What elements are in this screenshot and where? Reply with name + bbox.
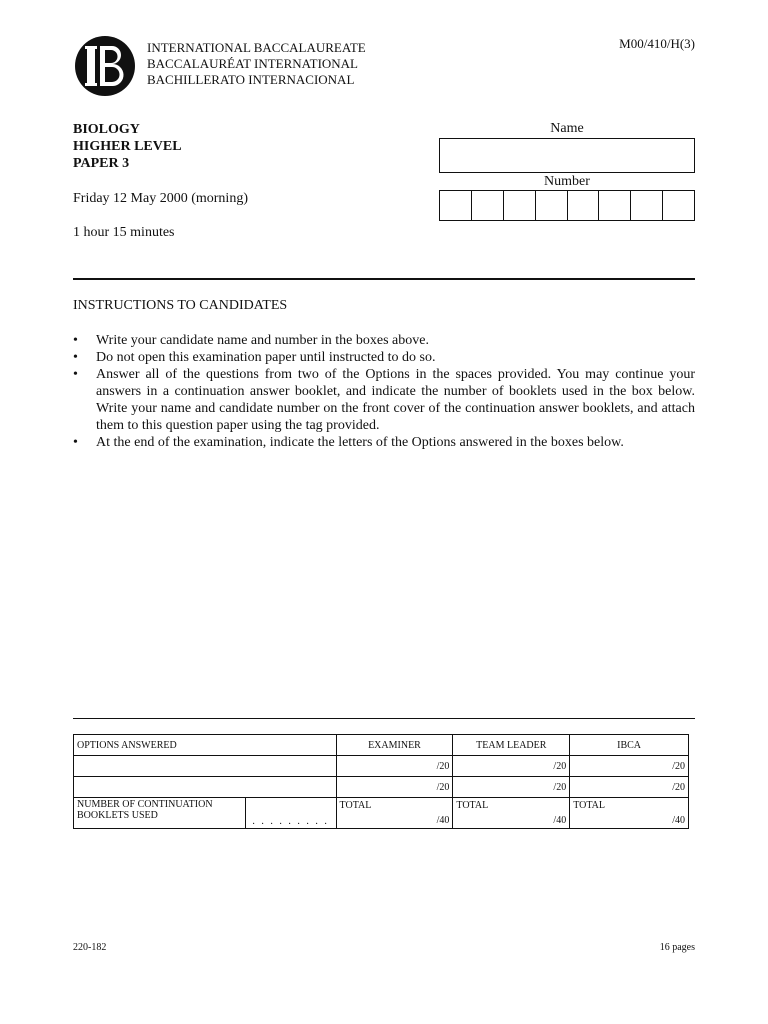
option-letter-field[interactable] [74,756,337,777]
document-code: 220-182 [73,942,107,953]
org-name-en: INTERNATIONAL BACCALAUREATE [147,40,366,55]
divider [73,718,695,719]
team-leader-mark[interactable]: /20 [453,777,570,798]
table-row [74,735,689,756]
team-leader-mark[interactable]: /20 [453,756,570,777]
ibca-header: IBCA [570,735,689,756]
number-label: Number [544,174,590,189]
table-row [74,798,689,829]
total-value: /40 [436,815,450,826]
instruction-item: • At the end of the examination, indicate the letters of the Options answered in the boxes below. [73,435,624,450]
ibca-mark[interactable]: /20 [570,756,689,777]
ib-logo [74,35,136,97]
exam-duration: 1 hour 15 minutes [73,225,175,240]
examiner-mark[interactable]: /20 [336,756,453,777]
exam-date: Friday 12 May 2000 (morning) [73,191,248,206]
organisation-names [147,40,366,88]
org-name-fr: BACCALAURÉAT INTERNATIONAL [147,56,359,71]
candidate-number-field[interactable] [439,190,695,221]
subject-paper: PAPER 3 [73,156,130,171]
instruction-item: • Write your candidate name and number in the boxes above. [73,333,429,348]
options-answered-header: OPTIONS ANSWERED [74,735,337,756]
total-label: TOTAL [573,800,605,811]
subject-title: BIOLOGY [73,122,140,137]
number-digit-box[interactable] [662,190,695,221]
bullet: • [73,435,78,450]
number-digit-box[interactable] [598,190,631,221]
team-leader-header: TEAM LEADER [453,735,570,756]
org-name-es: BACHILLERATO INTERNACIONAL [147,72,355,87]
candidate-name-field[interactable] [439,138,695,173]
ibca-mark[interactable]: /20 [570,777,689,798]
bullet: • [73,350,78,365]
total-label: TOTAL [339,800,372,811]
table-row [74,756,689,777]
table-row [74,777,689,798]
paper-code: M00/410/H(3) [619,36,695,51]
number-digit-box[interactable] [535,190,568,221]
continuation-booklets-label: NUMBER OF CONTINUATION BOOKLETS USED [74,798,246,829]
instructions-list [73,332,695,451]
continuation-booklets-field[interactable]: . . . . . . . . . [245,798,336,829]
team-leader-total[interactable] [453,798,570,829]
number-digit-box[interactable] [471,190,504,221]
instructions-title: INSTRUCTIONS TO CANDIDATES [73,298,288,313]
bullet: • [73,333,78,348]
option-letter-field[interactable] [74,777,337,798]
subject-level: HIGHER LEVEL [73,139,182,154]
name-label: Name [550,121,584,136]
subject-block [73,121,182,172]
examiner-mark[interactable]: /20 [336,777,453,798]
bullet: • [73,367,78,382]
divider [73,278,695,280]
number-digit-box[interactable] [567,190,600,221]
total-value: /40 [672,815,685,826]
ibca-total[interactable] [570,798,689,829]
total-value: /40 [553,815,567,826]
instruction-item: • Do not open this examination paper until instructed to do so. [73,350,436,365]
examiner-total[interactable] [336,798,453,829]
number-digit-box[interactable] [630,190,663,221]
marks-table [73,734,689,829]
number-digit-box[interactable] [503,190,536,221]
total-label: TOTAL [456,800,489,811]
examiner-header: EXAMINER [336,735,453,756]
instruction-item: • Answer all of the questions from two of the Options in the spaces provided. You may continue your answers in a continuation answer booklet, and indicate the number of booklets used in the box below. Write your name and candidate number on the front cover of the continuation answer booklets, and attach them to this question paper using the tag provided. [73,367,695,433]
page-count: 16 pages [659,942,695,953]
number-digit-box[interactable] [439,190,472,221]
